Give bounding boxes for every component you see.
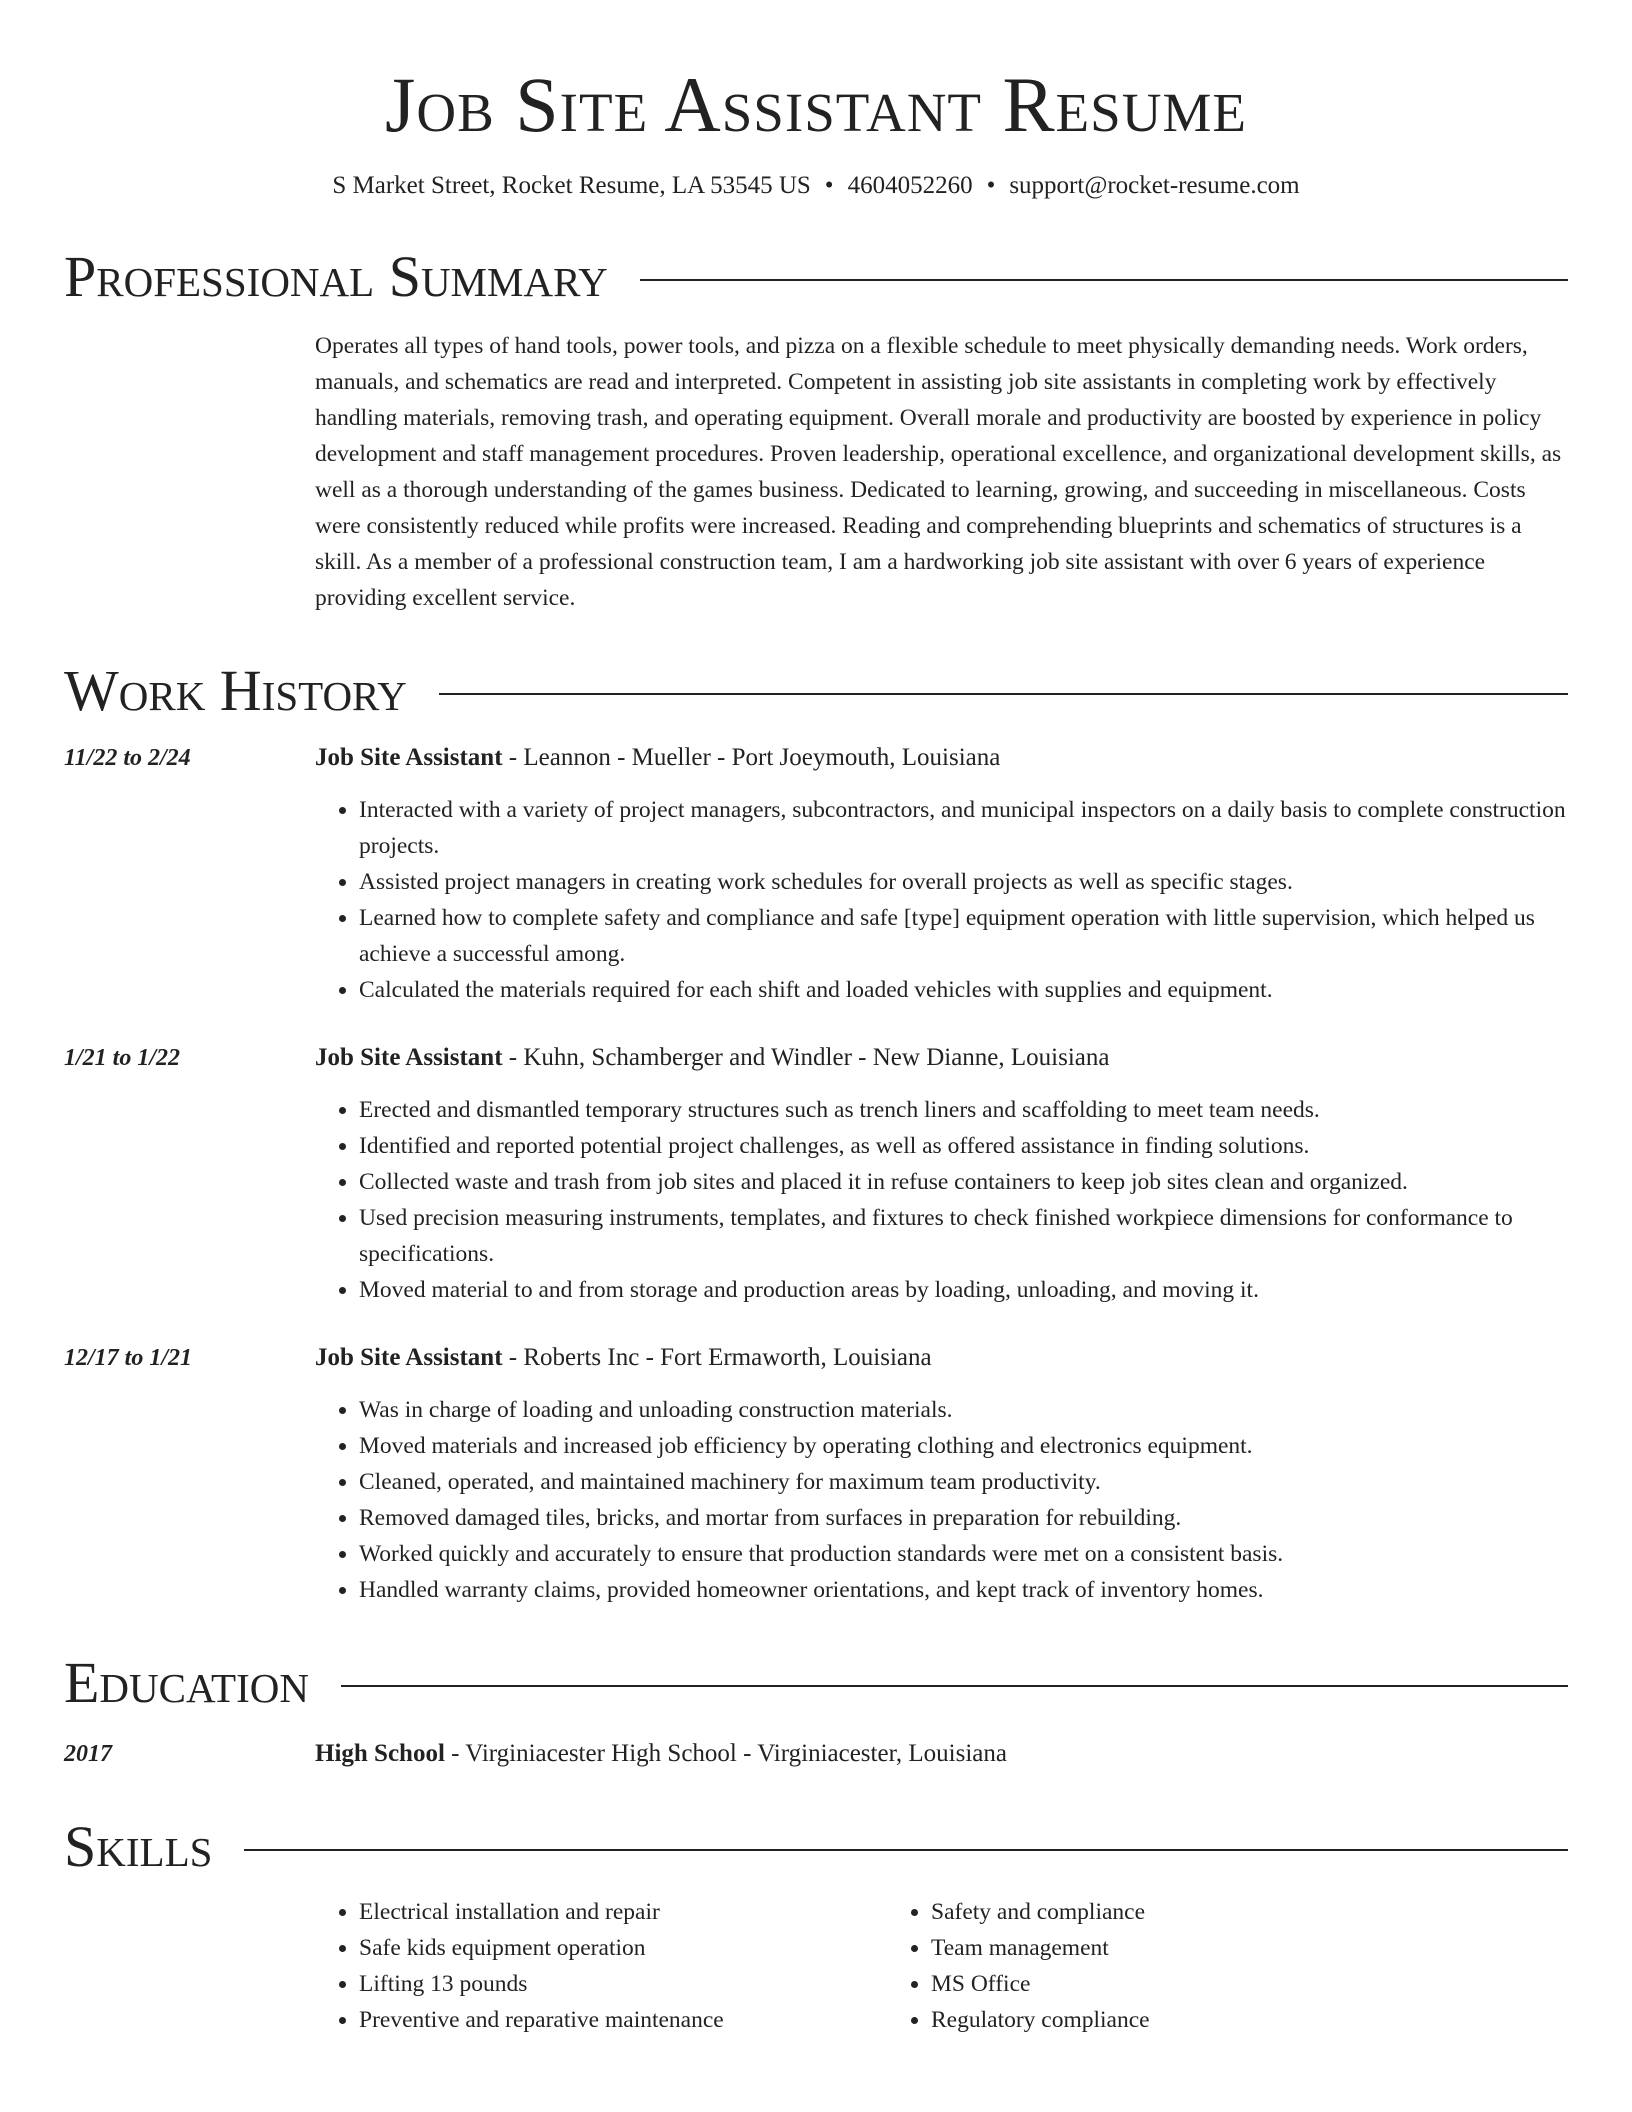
job-entry [64,1340,1568,1608]
job-bullets [315,792,1568,1008]
education-year: 2017 [64,1741,112,1768]
contact-address: S Market Street, Rocket Resume, LA 53545 US [332,171,811,199]
job-body [315,1040,1568,1308]
job-body [315,740,1568,1008]
resume-title: Job Site Assistant Resume [385,61,1247,148]
skill-item: • Preventive and reparative maintenance [359,2002,887,2038]
education-heading: Education [64,1650,309,1716]
job-entry [64,1040,1568,1308]
job-heading [315,1040,1568,1076]
skill-item: • Lifting 13 pounds [359,1966,887,2002]
skills-column-left [315,1894,887,2038]
job-dates: 11/22 to 2/24 [64,745,191,772]
job-bullet: • Calculated the materials required for each shift and loaded vehicles with supplies and equipment. [359,972,1568,1008]
skill-item: • MS Office [931,1966,1150,2002]
job-bullet: • Moved materials and increased job efficiency by operating clothing and electronics equipment. [359,1428,1568,1464]
job-entry [64,740,1568,1008]
summary-heading: Professional Summary [64,244,608,310]
contact-separator: • [986,171,996,199]
skills-list [315,1894,1568,2038]
section-divider [341,1685,1568,1687]
job-bullet: • Learned how to complete safety and compliance and safe [type] equipment operation with little supervision, which helped us achieve a successful among. [359,900,1568,972]
education-section-header [64,1650,1568,1716]
job-bullets [315,1092,1568,1308]
job-bullet: • Cleaned, operated, and maintained machinery for maximum team productivity. [359,1464,1568,1500]
education-degree: High School [315,1740,445,1768]
job-bullets [315,1392,1568,1608]
job-bullet: • Used precision measuring instruments, templates, and fixtures to check finished workpiece dimensions for conformance to specifications. [359,1200,1568,1272]
education-line [315,1736,1568,1772]
job-heading [315,740,1568,776]
job-title: Job Site Assistant [315,744,503,772]
education-body [315,1736,1568,1772]
summary-section-header [64,244,1568,310]
job-bullet: • Assisted project managers in creating work schedules for overall projects as well as specific stages. [359,864,1568,900]
job-dates: 1/21 to 1/22 [64,1045,181,1072]
job-bullet: • Identified and reported potential project challenges, as well as offered assistance in finding solutions. [359,1128,1568,1164]
section-divider [439,693,1568,695]
work-section-header [64,658,1568,724]
job-employer: - Kuhn, Schamberger and Windler - New Dianne, Louisiana [502,1044,1110,1072]
skill-item: • Electrical installation and repair [359,1894,887,1930]
contact-separator: • [824,171,834,199]
job-bullet: • Interacted with a variety of project managers, subcontractors, and municipal inspectors on a daily basis to complete construction projects. [359,792,1568,864]
job-bullet: • Moved material to and from storage and production areas by loading, unloading, and moving it. [359,1272,1568,1308]
section-divider [640,279,1568,281]
skill-item: • Regulatory compliance [931,2002,1150,2038]
education-school: - Virginiacester High School - Virginiacester, Louisiana [444,1740,1007,1768]
job-heading [315,1340,1568,1376]
job-bullet: • Removed damaged tiles, bricks, and mortar from surfaces in preparation for rebuilding. [359,1500,1568,1536]
job-body [315,1340,1568,1608]
section-divider [244,1849,1568,1851]
contact-phone: 4604052260 [847,171,973,199]
job-title: Job Site Assistant [315,1344,503,1372]
summary-text: Operates all types of hand tools, power tools, and pizza on a flexible schedule to meet physically demanding needs. Work orders, manuals, and schematics are read and interpreted. Competent in assisting job site assistants in completing work by effectively handling materials, removing trash, and operating equipment. Overall morale and productivity are boosted by experience in policy development and staff management procedures. Proven leadership, operational excellence, and organizational development skills, as well as a thorough understanding of the games business. Dedicated to learning, growing, and succeeding in miscellaneous. Costs were consistently reduced while profits were increased. Reading and comprehending blueprints and schematics of structures is a skill. As a member of a professional construction team, I am a hardworking job site assistant with over 6 years of experience providing excellent service. [315,333,1562,612]
job-title: Job Site Assistant [315,1044,503,1072]
work-heading: Work History [64,658,407,724]
job-employer: - Roberts Inc - Fort Ermaworth, Louisiana [502,1344,932,1372]
job-bullet: • Was in charge of loading and unloading construction materials. [359,1392,1568,1428]
job-employer: - Leannon - Mueller - Port Joeymouth, Louisiana [502,744,1001,772]
job-bullet: • Erected and dismantled temporary structures such as trench liners and scaffolding to meet team needs. [359,1092,1568,1128]
education-entry [64,1736,1568,1772]
skill-item: • Safety and compliance [931,1894,1150,1930]
contact-line [64,170,1568,203]
job-bullet: • Worked quickly and accurately to ensure that production standards were met on a consistent basis. [359,1536,1568,1572]
job-bullet: • Handled warranty claims, provided homeowner orientations, and kept track of inventory homes. [359,1572,1568,1608]
job-bullet: • Collected waste and trash from job sites and placed it in refuse containers to keep job sites clean and organized. [359,1164,1568,1200]
skills-section-header [64,1814,1568,1880]
skill-item: • Safe kids equipment operation [359,1930,887,1966]
skills-heading: Skills [64,1814,213,1880]
skills-column-right [887,1894,1150,2038]
job-dates: 12/17 to 1/21 [64,1345,193,1372]
skill-item: • Team management [931,1930,1150,1966]
contact-email: support@rocket-resume.com [1009,171,1300,199]
